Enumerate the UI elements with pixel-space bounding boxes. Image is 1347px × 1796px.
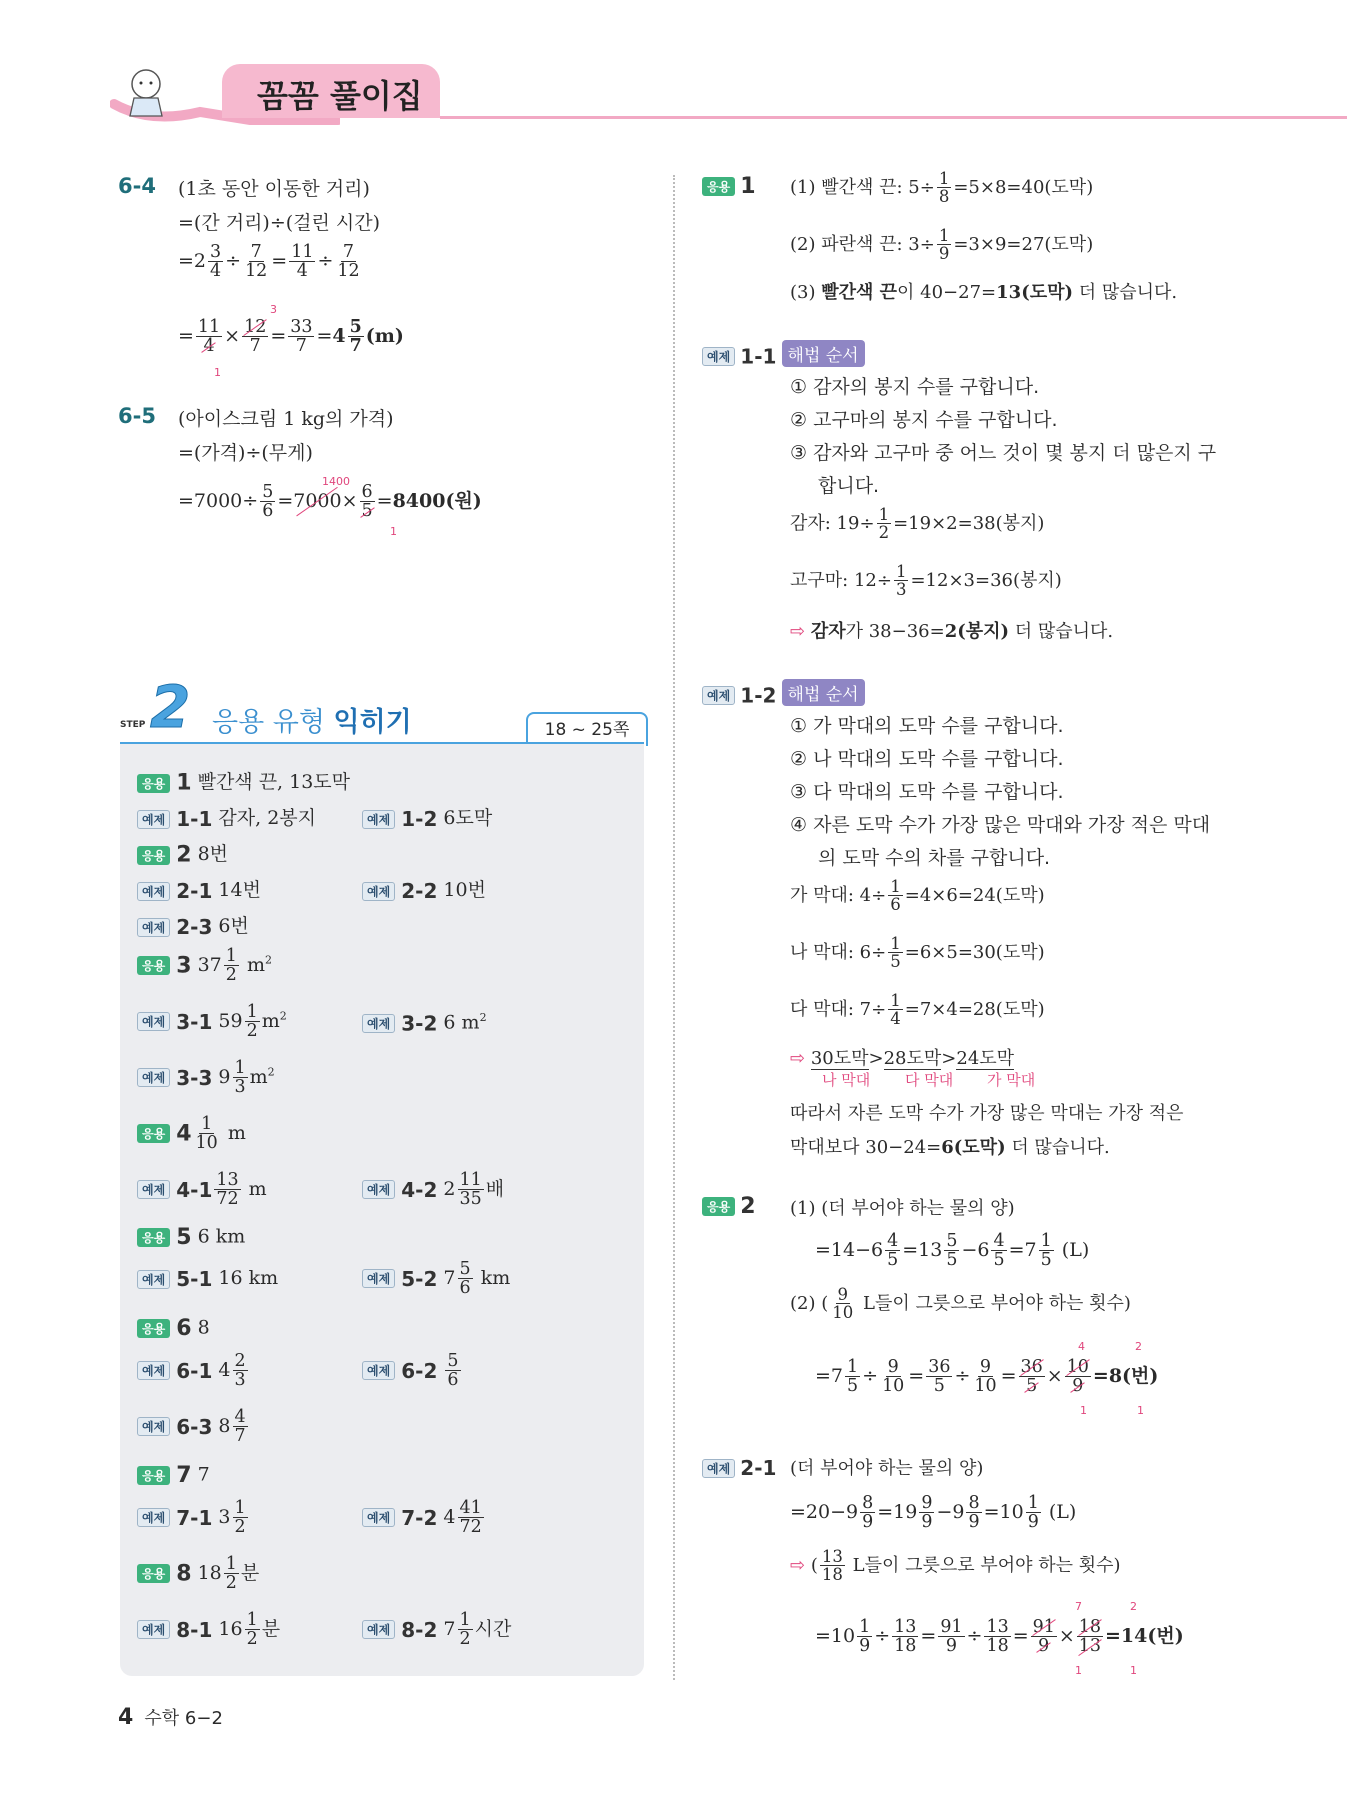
step-label: STEP <box>120 720 146 730</box>
solution-line: (2) ( $\frac{9}{10}$ L들이 그릇으로 부어야 하는 횟수) <box>790 1285 1131 1323</box>
problem-heading: 예제 2-1 <box>702 1456 776 1480</box>
bar-label: 다 막대 <box>905 1071 954 1089</box>
answer-item: 예제 6-2 $\frac{5}{6}$ <box>362 1352 463 1390</box>
answer-item: 예제 6-3 8 $\frac{4}{7}$ <box>137 1408 250 1446</box>
problem-number: 6-4 <box>118 174 156 198</box>
cancel-note: 1 <box>390 525 397 538</box>
cancel-note: 1 <box>1137 1404 1144 1417</box>
solution-line: =2 $\frac{3}{4}$ ÷ $\frac{7}{12}$ = $\frac{11}{4}$ ÷ $\frac{7}{12}$ <box>178 242 360 282</box>
method-step: ① 감자의 봉지 수를 구합니다. <box>790 376 1040 398</box>
answer-item: 예제 2-3 6번 <box>137 911 249 939</box>
answer-item: 예제 8-2 7 $\frac{1}{2}$ 시간 <box>362 1611 511 1649</box>
method-step: 의 도막 수의 차를 구합니다. <box>818 847 1051 869</box>
answer-item: 예제 1-1 감자, 2봉지 <box>137 803 316 831</box>
answer-item: 예제 5-1 16 km <box>137 1267 278 1291</box>
answer-item: 예제 7-2 4 $\frac{41}{72}$ <box>362 1499 486 1537</box>
cancel-note: 2 <box>1130 1600 1137 1613</box>
solution-line: =7 $\frac{1}{5}$ ÷ $\frac{9}{10}$ = $\frac{36}{5}$ ÷ $\frac{9}{10}$ = $\frac{36}{5}$ × $\frac{10}{9}$ =8(번) <box>815 1357 1159 1397</box>
solution-line: (아이스크림 1 kg의 가격) <box>178 408 394 430</box>
cancel-note: 4 <box>1078 1340 1085 1353</box>
solution-line: 따라서 자른 도막 수가 가장 많은 막대는 가장 적은 <box>790 1103 1184 1124</box>
cancel-note: 2 <box>1135 1340 1142 1353</box>
answer-item: 응용 5 6 km <box>137 1225 245 1250</box>
step-title: 응용 유형 익히기 <box>212 707 412 738</box>
answer-item: 예제 8-1 16 $\frac{1}{2}$ 분 <box>137 1611 280 1649</box>
step-number: 2 <box>150 673 191 741</box>
bar-label: 나 막대 <box>822 1071 871 1089</box>
problem-heading: 예제 1-1 해법 순서 <box>702 340 865 369</box>
arrow-icon: ⇨ <box>790 621 806 642</box>
answer-item: 응용 6 8 <box>137 1316 210 1341</box>
method-step: ④ 자른 도막 수가 가장 많은 막대와 가장 적은 막대 <box>790 814 1211 836</box>
column-divider <box>673 175 675 1680</box>
arrow-icon: ⇨ <box>790 1554 806 1576</box>
answer-item: 응용 2 8번 <box>137 839 228 868</box>
solution-line: =7000÷ $\frac{5}{6}$ =7000× $\frac{6}{5}$ =8400(원) <box>178 482 482 522</box>
solution-line: 감자: 19÷ $\frac{1}{2}$ =19×2=38(봉지) <box>790 505 1045 543</box>
comparison-line: ⇨ 30도막>28도막>24도막 <box>790 1048 1015 1069</box>
cancel-note: 1 <box>1130 1664 1137 1677</box>
solution-line: (1초 동안 이동한 거리) <box>178 178 370 200</box>
answer-item: 예제 7-1 3 $\frac{1}{2}$ <box>137 1499 250 1537</box>
answer-item: 예제 3-2 6 $m^2$ <box>362 1011 487 1035</box>
solution-line: 가 막대: 4÷ $\frac{1}{6}$ =4×6=24(도막) <box>790 877 1045 915</box>
method-step: ③ 다 막대의 도막 수를 구합니다. <box>790 781 1064 803</box>
page-title: 꼼꼼 풀이집 <box>257 77 423 115</box>
solution-line: =20−9 $\frac{8}{9}$ =19 $\frac{9}{9}$ −9 $\frac{8}{9}$ =10 $\frac{1}{9}$ (L) <box>790 1493 1077 1533</box>
solution-line: ⇨ 감자가 38−36=2(봉지) 더 많습니다. <box>790 621 1114 642</box>
method-step: ① 가 막대의 도막 수를 구합니다. <box>790 715 1064 737</box>
page-range: 18 ~ 25쪽 <box>526 712 648 746</box>
answer-item: 응용 3 37 $\frac{1}{2}$ $m^2$ <box>137 947 272 985</box>
arrow-icon: ⇨ <box>790 1048 806 1069</box>
problem-number: 6-5 <box>118 404 156 428</box>
cancel-note: 7 <box>1075 1600 1082 1613</box>
book-name: 수학 6−2 <box>144 1708 223 1729</box>
bar-label: 가 막대 <box>987 1071 1036 1089</box>
page-number: 4 <box>118 1705 134 1730</box>
solution-line: =(가격)÷(무게) <box>178 442 313 464</box>
method-step: ③ 감자와 고구마 중 어느 것이 몇 봉지 더 많은지 구 <box>790 442 1217 464</box>
page-footer <box>118 1704 223 1730</box>
solution-line: (3) 빨간색 끈이 40−27=13(도막) 더 많습니다. <box>790 282 1178 303</box>
method-step: ② 고구마의 봉지 수를 구합니다. <box>790 409 1058 431</box>
answer-item: 예제 4-2 2 $\frac{11}{35}$ 배 <box>362 1171 504 1209</box>
solution-line: 막대보다 30−24=6(도막) 더 많습니다. <box>790 1137 1110 1158</box>
solution-line: 고구마: 12÷ $\frac{1}{3}$ =12×3=36(봉지) <box>790 562 1062 600</box>
solution-line: (2) 파란색 끈: 3÷ $\frac{1}{9}$ =3×9=27(도막) <box>790 226 1094 264</box>
answer-item: 응용 8 18 $\frac{1}{2}$ 분 <box>137 1555 259 1593</box>
answer-item: 응용 7 7 <box>137 1463 210 1488</box>
solution-line: =(간 거리)÷(걸린 시간) <box>178 212 381 234</box>
cancel-note: 1 <box>1075 1664 1082 1677</box>
cancel-note: 1400 <box>322 475 350 488</box>
solution-line: =14−6 $\frac{4}{5}$ =13 $\frac{5}{5}$ −6 $\frac{4}{5}$ =7 $\frac{1}{5}$ (L) <box>815 1231 1090 1271</box>
answer-item: 예제 2-2 10번 <box>362 875 486 903</box>
cancel-note: 1 <box>1080 1404 1087 1417</box>
solution-line: ⇨ ( $\frac{13}{18}$ L들이 그릇으로 부어야 하는 횟수) <box>790 1547 1121 1585</box>
solution-line: (1) (더 부어야 하는 물의 양) <box>790 1198 1015 1219</box>
solution-line: 나 막대: 6÷ $\frac{1}{5}$ =6×5=30(도막) <box>790 934 1045 972</box>
method-step: 합니다. <box>818 475 880 497</box>
answer-item: 예제 6-1 4 $\frac{2}{3}$ <box>137 1352 250 1390</box>
answer-item: 예제 1-2 6도막 <box>362 803 492 831</box>
solution-line: (1) 빨간색 끈: 5÷ $\frac{1}{8}$ =5×8=40(도막) <box>790 169 1094 207</box>
answer-item: 예제 5-2 7 $\frac{5}{6}$ km <box>362 1260 510 1298</box>
solution-line: =10 $\frac{1}{9}$ ÷ $\frac{13}{18}$ = $\frac{91}{9}$ ÷ $\frac{13}{18}$ = $\frac{91}{9}$ × $\frac{18}{13}$ =14(번) <box>815 1617 1184 1657</box>
solution-line: (더 부어야 하는 물의 양) <box>790 1458 984 1479</box>
answer-item: 응용 4 $\frac{1}{10}$ m <box>137 1115 246 1153</box>
cancel-note: 3 <box>270 303 277 316</box>
header-rule <box>440 116 1347 119</box>
problem-heading: 응용 1 <box>702 174 756 199</box>
answer-item: 응용 1 빨간색 끈, 13도막 <box>137 767 350 796</box>
problem-heading: 예제 1-2 해법 순서 <box>702 679 865 708</box>
method-step: ② 나 막대의 도막 수를 구합니다. <box>790 748 1064 770</box>
answer-item: 예제 3-1 59 $\frac{1}{2}$ $m^2$ <box>137 1003 287 1041</box>
answer-item: 예제 3-3 9 $\frac{1}{3}$ $m^2$ <box>137 1059 275 1097</box>
cancel-note: 1 <box>214 366 221 379</box>
answer-item: 예제 2-1 14번 <box>137 875 261 903</box>
problem-heading: 응용 2 <box>702 1194 756 1219</box>
answer-item: 예제 4-1 $\frac{13}{72}$ m <box>137 1171 267 1209</box>
solution-line: 다 막대: 7÷ $\frac{1}{4}$ =7×4=28(도막) <box>790 991 1045 1029</box>
solution-line: = $\frac{11}{4}$ × $\frac{12}{7}$ = $\frac{33}{7}$ =4 $\frac{5}{7}$ (m) <box>178 317 404 357</box>
